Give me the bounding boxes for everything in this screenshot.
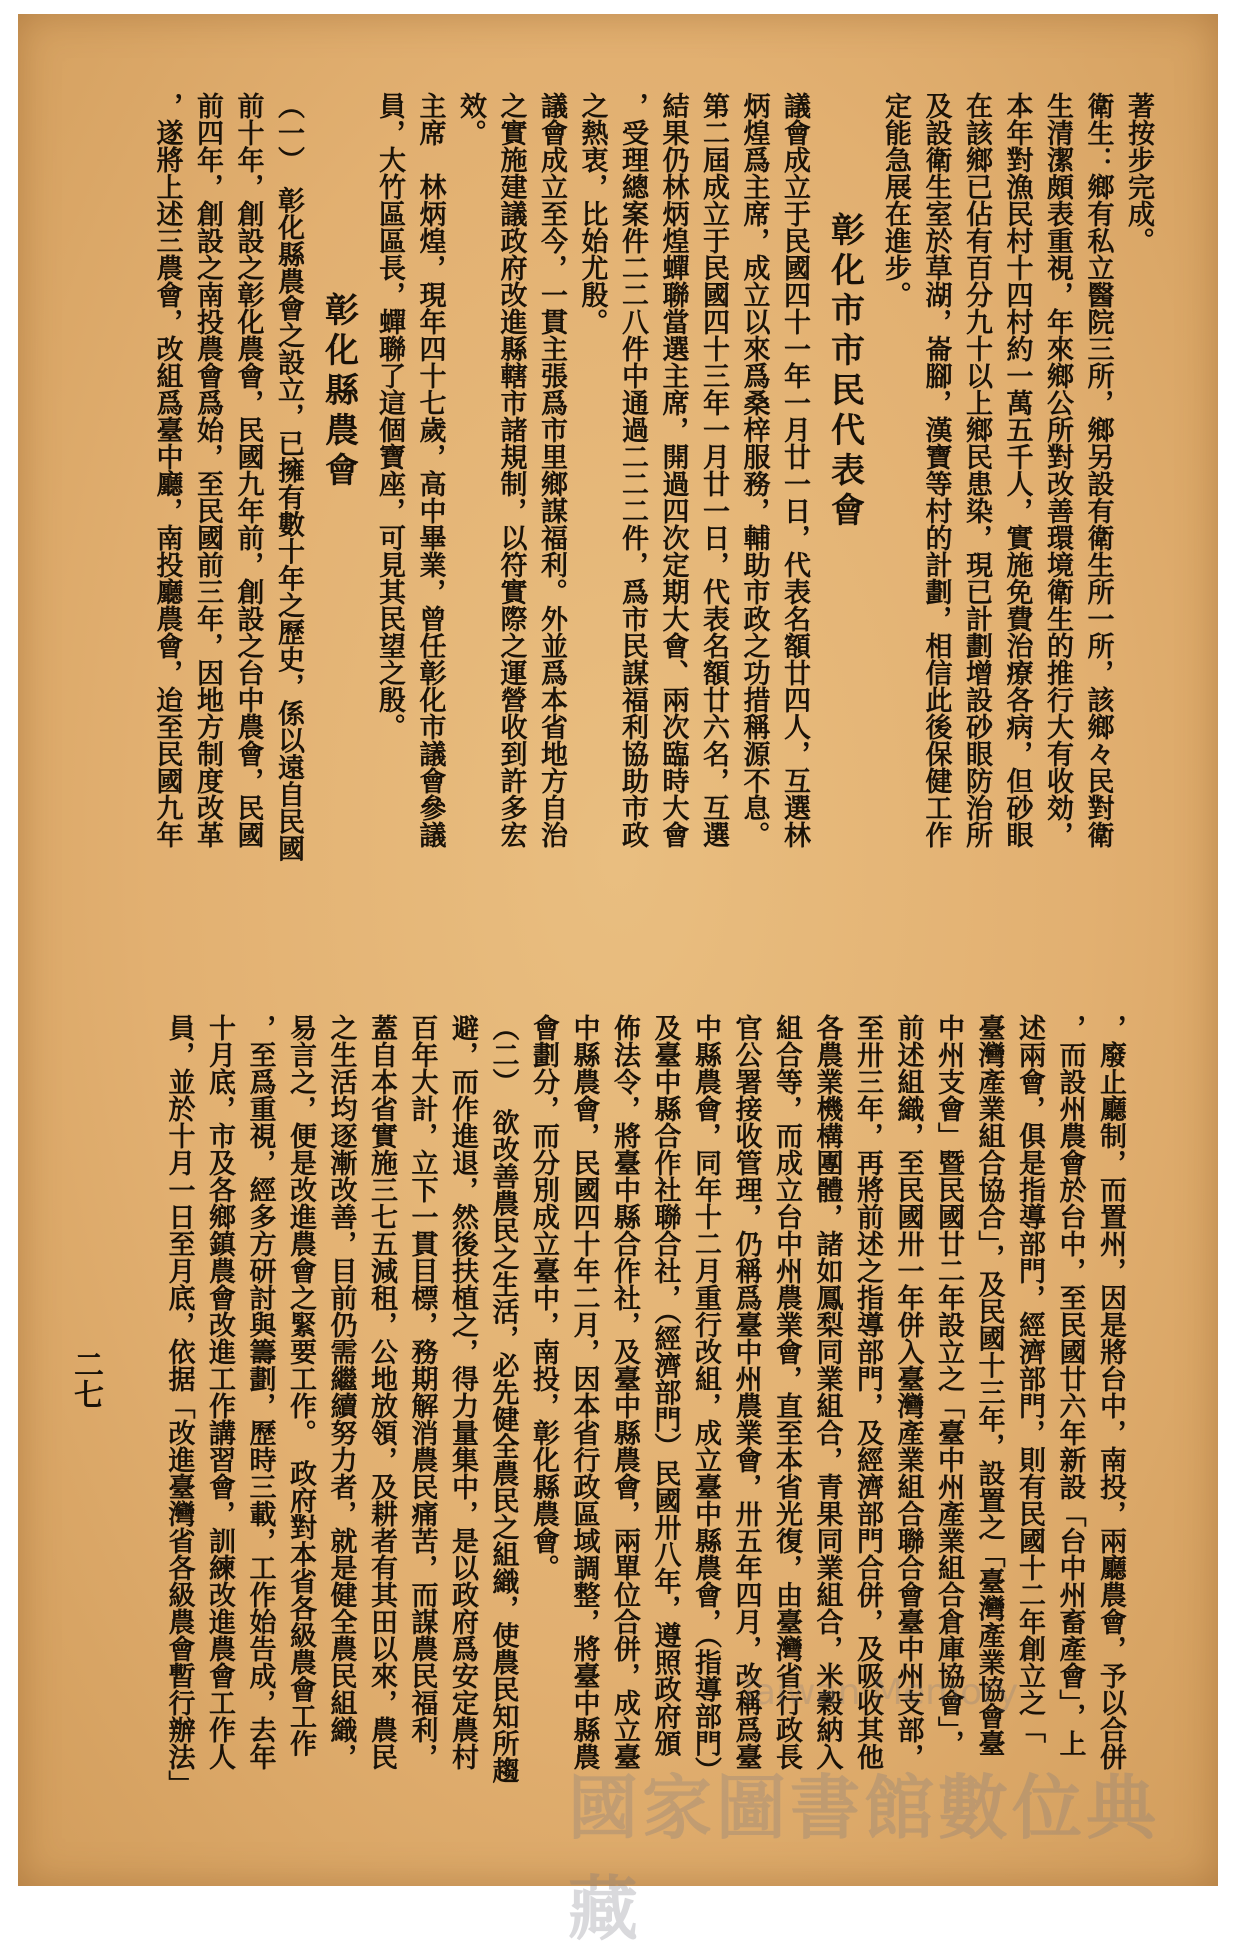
- bottom-text-block: [18, 1014, 1218, 1874]
- text-column: 本年對漁民村十四村約一萬五千人，實施免費治療各病，但砂眼: [1001, 92, 1033, 848]
- text-column: 佈法令，將臺中縣合作社，及臺中縣農會，兩單位合併，成立臺: [609, 1014, 640, 1770]
- text-column: 臺灣產業組合協合」，及民國十三年，設置之「臺灣產業協會臺: [973, 1014, 1005, 1757]
- text-column: 在該鄉已佔有百分九十以上鄉民患染，現已計劃增設砂眼防治所: [961, 92, 992, 848]
- watermark-text: 國家圖書館數位典藏: [568, 1767, 1160, 1950]
- text-column: 官公署接收管理，仍稱爲臺中州農業會，卅五年四月，改稱爲臺: [730, 1014, 762, 1770]
- document-page: [18, 14, 1218, 1950]
- text-column: 十月底，市及各鄉鎮農會改進工作講習會，訓練改進農會工作人: [204, 1014, 235, 1770]
- text-column: 前述組織，至民國卅一年併入臺灣產業組合聯合會臺中州支部，: [892, 1014, 924, 1770]
- text-column: 述兩會，俱是指導部門，經濟部門，則有民國十二年創立之「: [1014, 1014, 1045, 1743]
- text-column: 著按步完成。: [1123, 92, 1154, 254]
- text-column: 炳煌爲主席，成立以來爲桑梓服務，輔助市政之功措稱源不息。: [738, 92, 770, 848]
- text-column: 組合等，而成立台中州農業會，直至本省光復，由臺灣省行政長: [771, 1014, 802, 1770]
- text-column: 中縣農會，同年十二月重行改組，成立臺中縣農會，（指導部門）: [690, 1014, 721, 1784]
- text-column: 效。: [455, 92, 486, 146]
- text-column: 之熱衷，比始尤殷。: [576, 92, 608, 335]
- text-column: （二） 欲改善農民之生活，必先健全農民之組織，使農民知所趨: [487, 1014, 519, 1784]
- text-column: 員，並於十月一日至月底，依据「改進臺灣省各級農會暫行辦法」: [163, 1014, 195, 1797]
- text-column: 避，而作進退，然後扶植之，得力量集中，是以政府爲安定農村: [447, 1014, 478, 1770]
- text-column: 議會成立于民國四十一年一月廿一日，代表名額廿四人，互選林: [779, 92, 810, 848]
- text-column: 生清潔頗表重視，年來鄉公所對改善環境衛生的推行大有收効，: [1042, 92, 1073, 848]
- text-column: 前十年，創設之彰化農會，民國九年前，創設之台中農會，民國: [232, 92, 264, 848]
- text-column: 百年大計，立下一貫目標，務期解消農民痛苦，而謀農民福利，: [406, 1014, 438, 1770]
- section-heading: 彰化市市民代表會: [824, 212, 865, 532]
- text-column: ，廢止廳制，而置州，因是將台中，南投，兩廳農會，予以合併: [1095, 1014, 1126, 1770]
- text-column: 結果仍林炳煌蟬聯當選主席，開過四次定期大會、兩次臨時大會: [657, 92, 689, 848]
- watermark-text-en: Taiwan Memory: [738, 1672, 1019, 1713]
- text-column: （一） 彰化縣農會之設立，已擁有數十年之歷史，係以遠自民國: [273, 92, 304, 862]
- text-column: 第二屆成立于民國四十三年一月廿一日，代表名額廿六名，互選: [698, 92, 729, 848]
- text-column: 蓋自本省實施三七五減租，公地放領，及耕者有其田以來，農民: [366, 1014, 397, 1770]
- top-text-block: [18, 92, 1218, 932]
- text-column: 主席 林炳煌，現年四十七歲，高中畢業，曾任彰化市議會參議: [414, 92, 446, 848]
- text-column: 會劃分，而分別成立臺中，南投，彰化縣農會。: [528, 1014, 559, 1581]
- text-column: 易言之，便是改進農會之緊要工作。 政府對本省各級農會工作: [285, 1014, 316, 1757]
- text-column: ，至爲重視，經多方研討與籌劃，歷時三載，工作始告成，去年: [244, 1014, 276, 1770]
- section-heading: 彰化縣農會: [318, 292, 359, 492]
- text-column: 前四年，創設之南投農會爲始，至民國前三年，因地方制度改革: [192, 92, 223, 848]
- text-column: 定能急展在進步。: [880, 92, 911, 308]
- text-column: 中縣農會，民國四十年二月，因本省行政區域調整，將臺中縣農: [568, 1014, 600, 1770]
- text-column: 及設衛生室於草湖，崙腳，漢寶等村的計劃，相信此後保健工作: [920, 92, 952, 848]
- text-column: ，而設州農會於台中，至民國廿六年新設「台中州畜產會」，上: [1054, 1014, 1086, 1757]
- text-column: 之實施建議政府改進縣轄市諸規制，以符實際之運營收到許多宏: [495, 92, 527, 848]
- page-number: 二七: [68, 1349, 103, 1409]
- text-column: 各農業機構團體，諸如鳳梨同業組合，青果同業組合，米穀納入: [811, 1014, 843, 1770]
- text-column: ，遂將上述三農會，改組爲臺中廳，南投廳農會，迨至民國九年: [151, 92, 183, 848]
- text-column: ，受理總案件二二八件中通過二二二件，爲市民謀福利協助市政: [617, 92, 648, 848]
- text-column: 中州支會」暨民國廿二年設立之「臺中州產業組合倉庫協會」，: [933, 1014, 964, 1757]
- text-column: 之生活均逐漸改善，目前仍需繼續努力者，就是健全農民組織，: [325, 1014, 357, 1770]
- text-column: 衛生：鄉有私立醫院三所，鄉另設有衛生所一所，該鄉々民對衛: [1082, 92, 1114, 848]
- text-column: 議會成立至今，一貫主張爲市里鄉謀福利。外並爲本省地方自治: [536, 92, 567, 848]
- text-column: 至卅三年，再將前述之指導部門，及經濟部門合併，及吸收其他: [852, 1014, 883, 1770]
- text-column: 及臺中縣合作社聯合社，（經濟部門）民國卅八年，遵照政府頒: [649, 1014, 681, 1757]
- text-column: 員，大竹區區長，蟬聯了這個寶座，可見其民望之殷。: [374, 92, 405, 740]
